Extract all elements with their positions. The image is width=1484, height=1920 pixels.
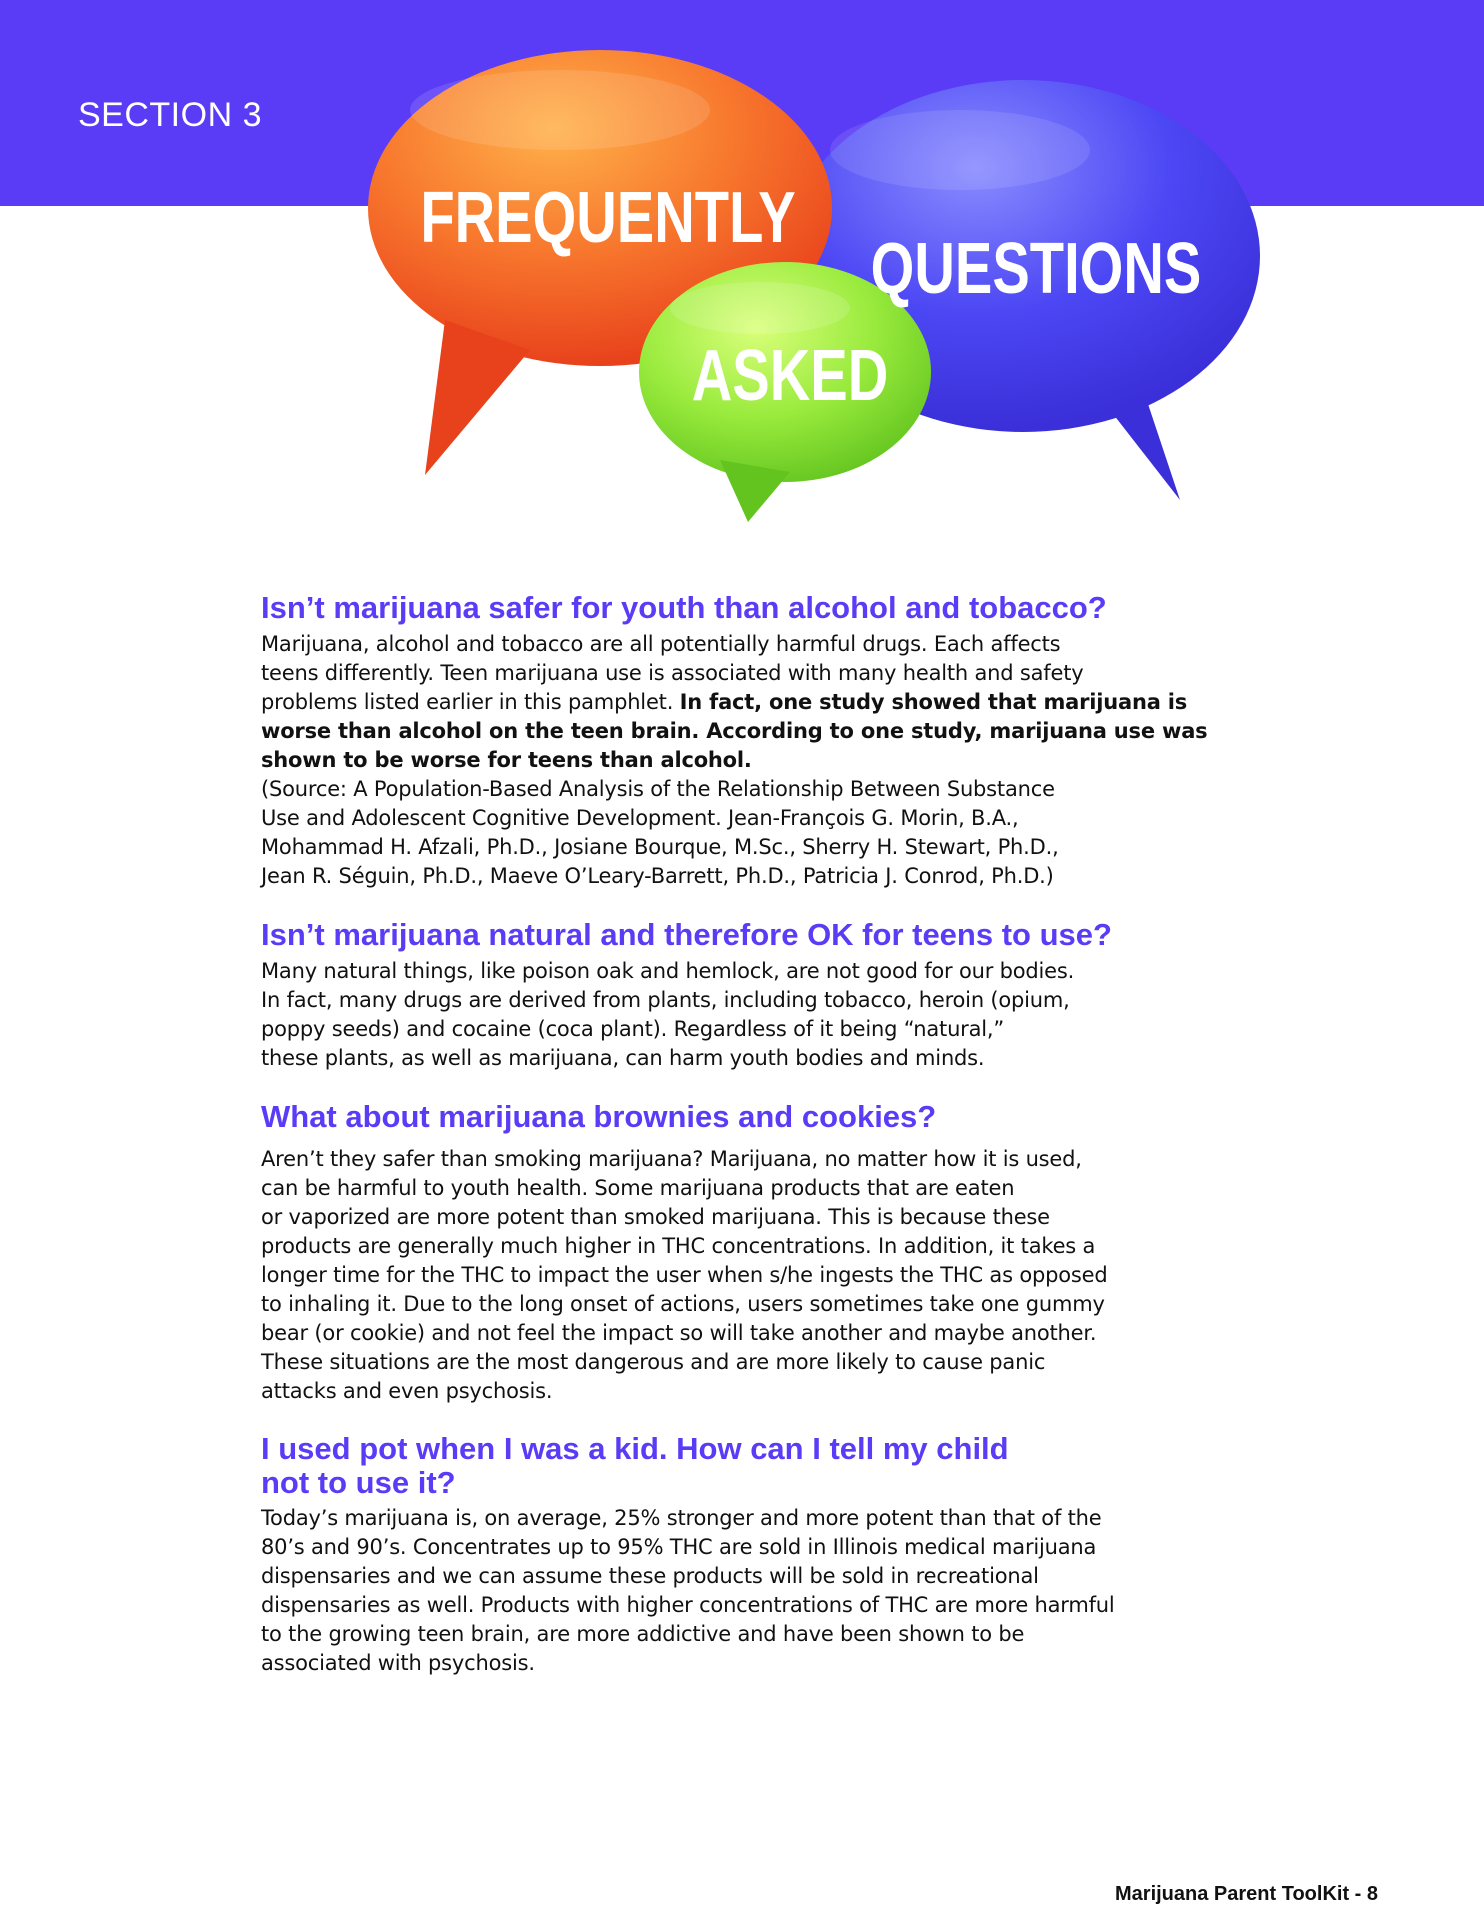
bubble-word-asked: ASKED <box>691 335 889 416</box>
faq-answer-1 <box>261 630 1241 775</box>
bubble-word-frequently: FREQUENTLY <box>420 177 796 258</box>
faq-answer-4: Today’s marijuana is, on average, 25% stronger and more potent than that of the 80’s and 90’s. Concentrates up to 95% THC are sold in Illinois medical marijuana dispensaries and we can assume these products will be sold in recreational dispensaries as well. Products with higher concentrations of THC are more harmful to the growing teen brain, are more addictive and have been shown to be associated with psychosis. <box>261 1506 1115 1675</box>
page-footer: Marijuana Parent ToolKit - 8 <box>1115 1883 1378 1905</box>
faq-list <box>261 590 1241 1678</box>
faq-item-1 <box>261 590 1241 891</box>
faq-answer-3: Aren’t they safer than smoking marijuana? Marijuana, no matter how it is used, can be harmful to youth health. Some marijuana products that are eaten or vaporized are more potent than smoked marijuana. This is because these products are generally much higher in THC concentrations. In addition, it takes a longer time for the THC to impact the user when s/he ingests the THC as opposed to inhaling it. Due to the long onset of actions, users sometimes take one gummy bear (or cookie) and not feel the impact so will take another and maybe another. These situations are the most dangerous and are more likely to cause panic attacks and even psychosis. <box>261 1147 1108 1403</box>
faq-answer-1-bold: In fact, one study showed that marijuana is worse than alcohol on the teen brain. According to one study, marijuana use was shown to be worse for teens than alcohol. <box>261 690 1208 772</box>
faq-answer-1-source: (Source: A Population-Based Analysis of the Relationship Between Substance Use and Adolescent Cognitive Development. Jean-François G. Morin, B.A., Mohammad H. Afzali, Ph.D., Josiane Bourque, M.Sc., Sherry H. Stewart, Ph.D., Jean R. Séguin, Ph.D., Maeve O’Leary-Barrett, Ph.D., Patricia J. Conrod, Ph.D.) <box>261 777 1059 888</box>
faq-item-2 <box>261 917 1241 1073</box>
faq-item-3 <box>261 1099 1241 1406</box>
section-label: SECTION 3 <box>78 96 262 134</box>
bubble-word-questions: QUESTIONS <box>870 228 1202 309</box>
faq-item-4 <box>261 1432 1241 1678</box>
faq-question-3: What about marijuana brownies and cookies? <box>261 1099 937 1134</box>
faq-question-4: I used pot when I was a kid. How can I tell my child not to use it? <box>261 1431 1009 1500</box>
faq-answer-1-intro: Marijuana, alcohol and tobacco are all potentially harmful drugs. Each affects teens differently. Teen marijuana use is associated with many health and safety problems listed earlier in this pamphlet. <box>261 632 1084 714</box>
faq-answer-2: Many natural things, like poison oak and hemlock, are not good for our bodies. In fact, many drugs are derived from plants, including tobacco, heroin (opium, poppy seeds) and cocaine (coca plant). Regardless of it being “natural,” these plants, as well as marijuana, can harm youth bodies and minds. <box>261 959 1075 1070</box>
faq-bubbles-graphic <box>0 0 1484 560</box>
faq-question-1: Isn’t marijuana safer for youth than alcohol and tobacco? <box>261 590 1107 625</box>
faq-question-2: Isn’t marijuana natural and therefore OK for teens to use? <box>261 917 1112 952</box>
